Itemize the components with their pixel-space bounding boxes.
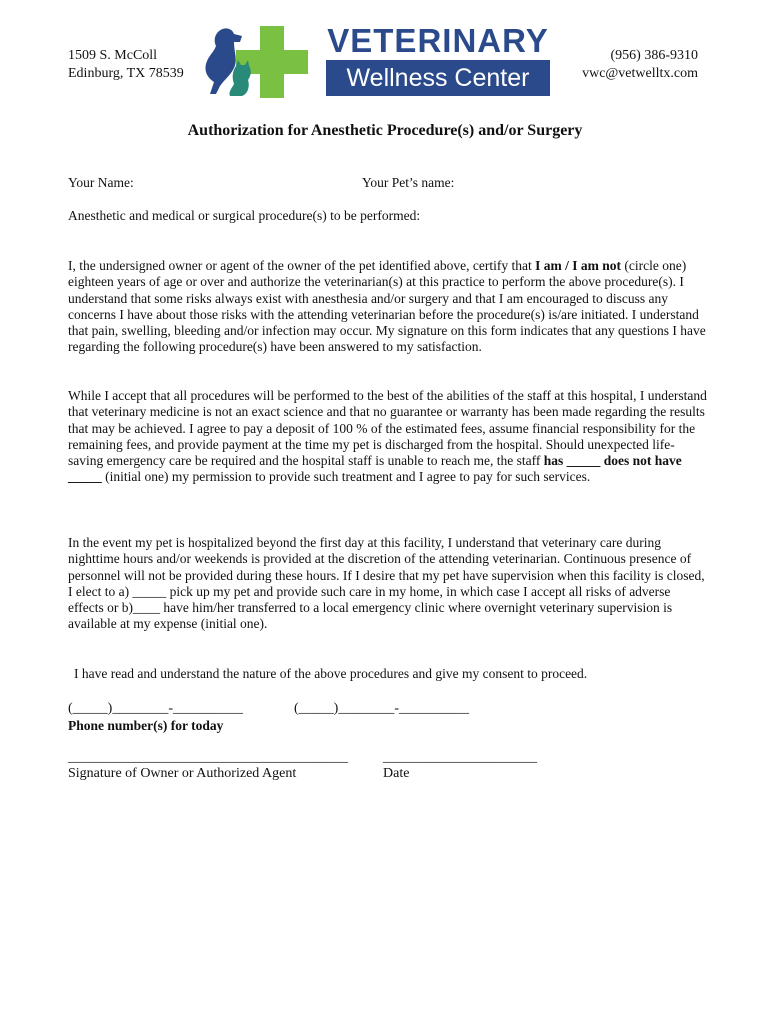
pet-name-label: Your Pet’s name: (362, 175, 455, 190)
signature-label: Signature of Owner or Authorized Agent (68, 766, 297, 781)
logo-wordmark (326, 24, 550, 96)
date-line[interactable]: ______________________ (383, 750, 537, 765)
form-title: Authorization for Anesthetic Procedure(s) and/or Surgery (187, 122, 583, 139)
email-address: vwc@vetwelltx.com (582, 66, 698, 81)
your-name-label: Your Name: (68, 175, 134, 190)
paragraph-consent-age (68, 258, 708, 356)
logo-subtitle: Wellness Center (326, 60, 550, 96)
paragraph-1-pre: I, the undersigned owner or agent of the owner of the pet identified above, certify that (68, 258, 536, 273)
paragraph-2-choice: has _____ does not have _____ (68, 453, 682, 485)
phone-number: (956) 386-9310 (610, 48, 698, 63)
phone-field-1[interactable]: (_____)________-__________ (68, 701, 243, 716)
logo-title: VETERINARY (327, 22, 549, 59)
address-block (68, 47, 184, 83)
address-line-1: 1509 S. McColl (68, 48, 158, 63)
phone-label: Phone number(s) for today (68, 718, 224, 733)
phone-field-2[interactable]: (_____)________-__________ (294, 701, 469, 716)
paragraph-hospitalization: In the event my pet is hospitalized beyond the first day at this facility, I understand that veterinary care during nighttime hours and/or weekends is provided at the discretion of the attending veterinarian. Continuous presence of personnel will not be provided during these hours. If I desire that my pet have supervision when this facility is closed, I elect to a) _____ pick up my pet and provide such care in my home, in which case I accept all risks of adverse effects or b)____ have him/her transferred to a local emergency clinic where overnight veterinary supervision is available at my expense (initial one). (68, 535, 705, 632)
paragraph-financial (68, 388, 708, 486)
signature-line[interactable]: ________________________________________ (68, 750, 348, 765)
consent-statement: I have read and understand the nature of the above procedures and give my consent to proceed. (74, 666, 588, 681)
paragraph-2-post: (initial one) my permission to provide such treatment and I agree to pay for such services. (101, 469, 591, 485)
date-label: Date (383, 766, 410, 781)
procedures-label: Anesthetic and medical or surgical procedure(s) to be performed: (68, 208, 421, 223)
paragraph-2-pre: While I accept that all procedures will be performed to the best of the abilities of the staff at this hospital, I understand that veterinary medicine is not an exact science and that no guarantee or warranty has been made regarding the results that may be achieved. I agree to pay a deposit of 100 % of the estimated fees, assume financial responsibility for the remaining fees, and provide payment at the time my pet is discharged from the hospital. Should unexpected life-saving emergency care be required and the hospital staff is unable to reach me, the staff (68, 388, 707, 469)
contact-block (582, 47, 698, 83)
paragraph-1-choice: I am / I am not (535, 258, 621, 273)
paragraph-1-post: (circle one) eighteen years of age or over and authorize the veterinarian(s) at this practice to perform the above procedure(s). I understand that some risks always exist with anesthesia and/or surgery and that I am encouraged to discuss any concerns I have about those risks with the attending veterinarian before the procedure(s) is/are initiated. I understand that pain, swelling, bleeding and/or infection may occur. My signature on this form indicates that any questions I have regarding the following procedure(s) have been answered to my satisfaction. (68, 258, 706, 355)
address-line-2: Edinburg, TX 78539 (68, 66, 184, 81)
